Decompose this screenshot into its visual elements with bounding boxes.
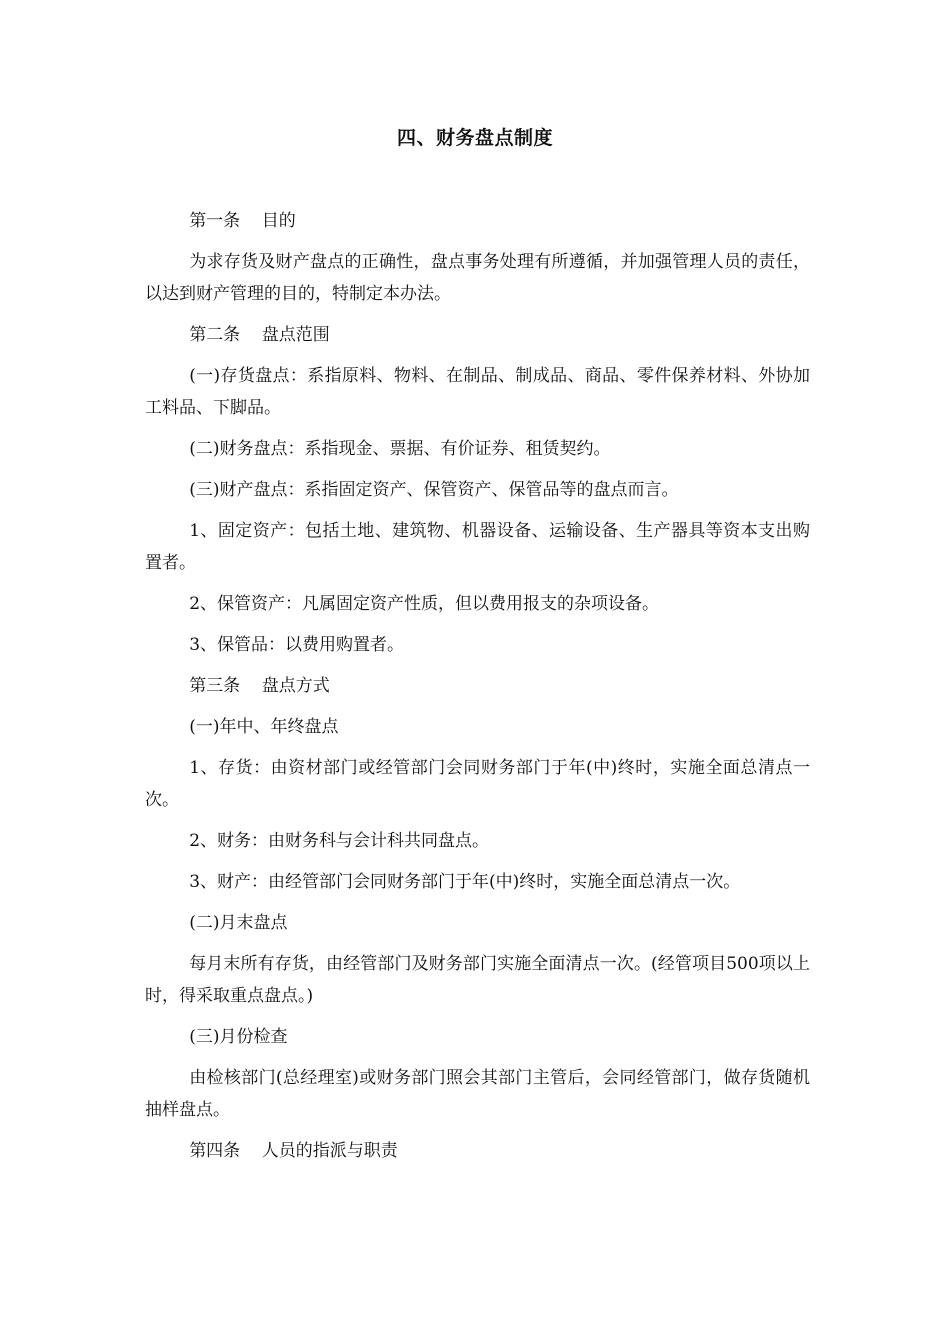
- document-title: 四、财务盘点制度: [396, 127, 553, 149]
- article-2-paragraph-3: (三)财产盘点：系指固定资产、保管资产、保管品等的盘点而言。: [189, 480, 679, 500]
- article-3-paragraph-4: 3、财产：由经管部门会同财务部门于年(中)终时，实施全面总清点一次。: [189, 872, 741, 892]
- article-2-paragraph-5: 2、保管资产：凡属固定资产性质，但以费用报支的杂项设备。: [189, 594, 660, 614]
- article-4-heading: 第四条 人员的指派与职责: [189, 1141, 398, 1161]
- article-1-paragraph-1: 为求存货及财产盘点的正确性，盘点事务处理有所遵循，并加强管理人员的责任，以达到财产管理的目的，特制定本办法。: [145, 252, 810, 304]
- article-3-paragraph-8: 由检核部门(总经理室)或财务部门照会其部门主管后，会同经管部门，做存货随机抽样盘点。: [145, 1068, 810, 1120]
- article-1-heading: 第一条 目的: [189, 211, 296, 231]
- document-body: [145, 205, 810, 1176]
- article-3-paragraph-3: 2、财务：由财务科与会计科共同盘点。: [189, 831, 490, 851]
- article-3-paragraph-1: (一)年中、年终盘点: [189, 717, 339, 737]
- article-3-paragraph-6: 每月末所有存货，由经管部门及财务部门实施全面清点一次。(经管项目500项以上时，得采取重点盘点。): [145, 954, 810, 1006]
- article-2-heading: 第二条 盘点范围: [189, 325, 330, 345]
- article-3-paragraph-7: (三)月份检查: [189, 1027, 288, 1047]
- article-2-paragraph-1: (一)存货盘点：系指原料、物料、在制品、制成品、商品、零件保养材料、外协加工料品、下脚品。: [145, 366, 810, 418]
- article-3-paragraph-5: (二)月末盘点: [189, 913, 288, 933]
- article-3-paragraph-2: 1、存货：由资材部门或经管部门会同财务部门于年(中)终时，实施全面总清点一次。: [145, 758, 810, 810]
- article-2-paragraph-4: 1、固定资产：包括土地、建筑物、机器设备、运输设备、生产器具等资本支出购置者。: [145, 521, 810, 573]
- article-2-paragraph-2: (二)财务盘点：系指现金、票据、有价证券、租赁契约。: [189, 439, 611, 459]
- article-3-heading: 第三条 盘点方式: [189, 676, 330, 696]
- article-2-paragraph-6: 3、保管品：以费用购置者。: [189, 635, 405, 655]
